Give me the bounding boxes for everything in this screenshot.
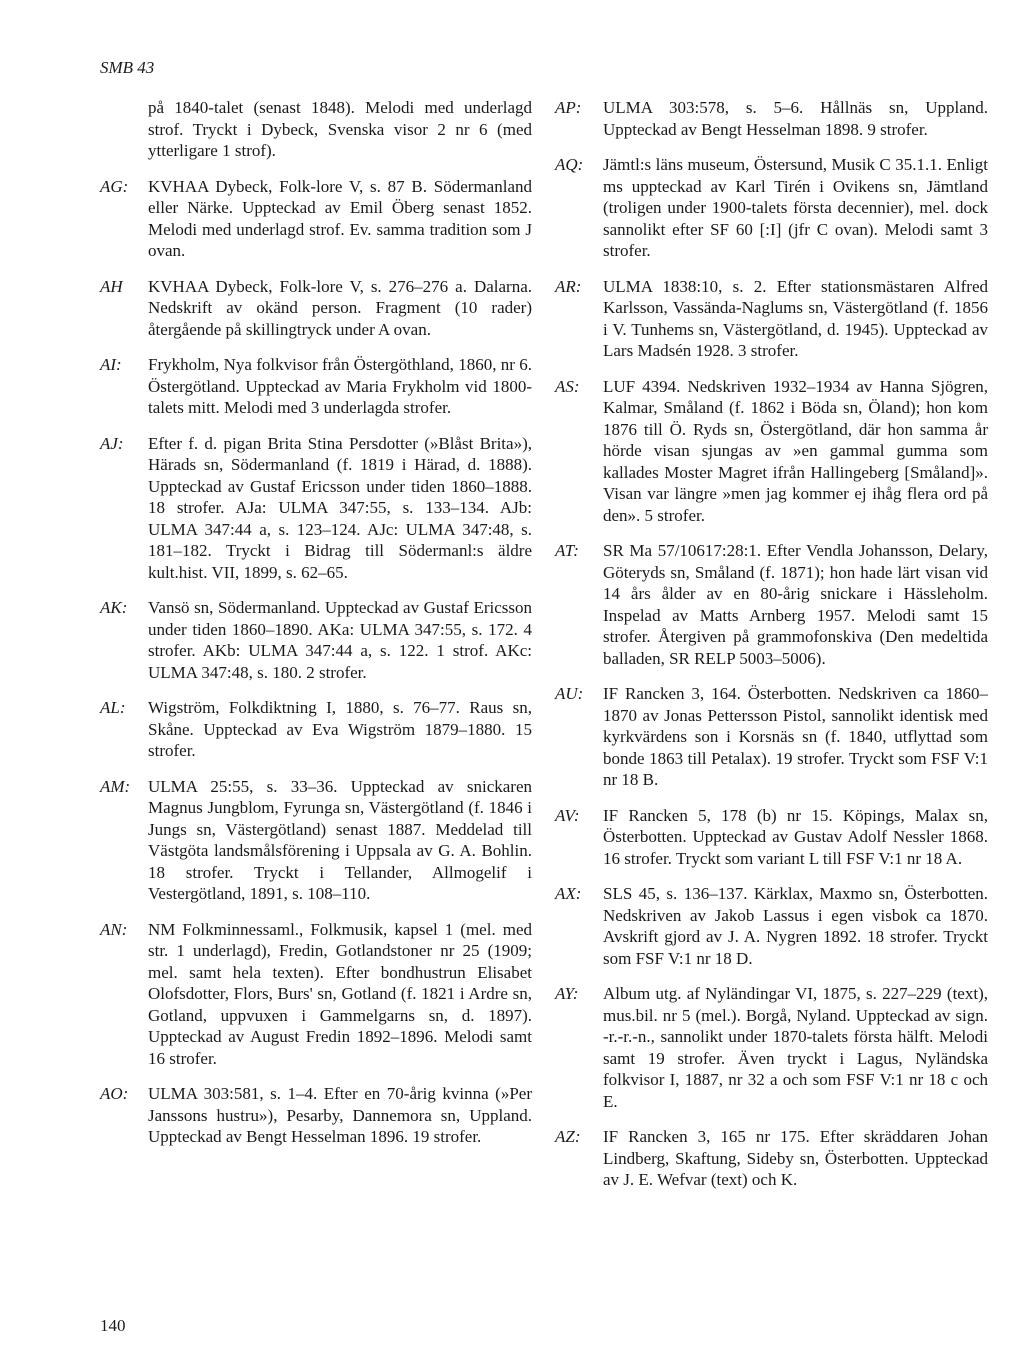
entry-label: AJ:	[100, 433, 124, 453]
entry-label: AX:	[555, 884, 582, 903]
entry-text: SR Ma 57/10617:28:1. Efter Vendla Johansson, Delary, Göteryds sn, Småland (f. 1871); hon hade lärt visan vid 14 års ålder av en 80-årig snickare i Hässleholm. Inspelad av Matts Arnberg 1957. Melodi samt 15 strofer. Återgiven på grammofonskiva (Den medeltida balladen, SR RELP 5003–5006).	[603, 541, 988, 668]
left-column	[100, 97, 532, 1162]
entry-text: Efter f. d. pigan Brita Stina Persdotter (»Blåst Brita»), Härads sn, Södermanland (f. 1819 i Härad, d. 1888). Uppteckad av Gustaf Ericsson under tiden 1860–1888. 18 strofer. AJa: ULMA 347:55, s. 133–134. AJb: ULMA 347:44 a, s. 123–124. AJc: ULMA 347:48, s. 181–182. Tryckt i Bidrag till Södermanl:s äldre kult.hist. VII, 1899, s. 62–65.	[148, 433, 532, 582]
entry-at	[555, 540, 988, 669]
entry-text: ULMA 25:55, s. 33–36. Uppteckad av snickaren Magnus Jungblom, Fyrunga sn, Västergötland (f. 1846 i Jungs sn, Västergötland) senast 1887. Meddelad till Västgöta landsmålsförening i Uppsala av G. A. Bohlin. 18 strofer. Tryckt i Tellander, Allmogelif i Vestergötland, 1891, s. 108–110.	[148, 776, 532, 903]
entry-ay	[555, 983, 988, 1112]
entry-text: IF Rancken 3, 165 nr 175. Efter skräddaren Johan Lindberg, Skaftung, Sideby sn, Österbotten. Uppteckad av J. E. Wefvar (text) och K.	[603, 1127, 988, 1189]
page-number: 140	[100, 1316, 126, 1335]
entry-text: LUF 4394. Nedskriven 1932–1934 av Hanna Sjögren, Kalmar, Småland (f. 1862 i Böda sn, Öland); hon kom 1876 till Ö. Ryds sn, Östergötland, där hon samma år hörde visan sjungas av »en gammal gumma som kallades Moster Magret ifrån Hallingeberg [Småland]». Visan var längre »men jag kommer ej ihåg flera ord på den». 5 strofer.	[603, 376, 988, 525]
entry-label: AL:	[100, 698, 126, 717]
entry-as	[555, 376, 988, 527]
entry-ax	[555, 883, 988, 969]
entry-text: SLS 45, s. 136–137. Kärklax, Maxmo sn, Österbotten. Nedskriven av Jakob Lassus i egen visbok ca 1870. Avskrift gjord av J. A. Nygren 1892. 18 strofer. Tryckt som FSF V:1 nr 18 D.	[603, 884, 988, 968]
entry-ao	[100, 1083, 532, 1148]
entry-text: på 1840-talet (senast 1848). Melodi med underlagd strof. Tryckt i Dybeck, Svenska visor 2 nr 6 (med ytterligare 1 strof).	[148, 98, 532, 160]
right-column	[555, 97, 988, 1205]
entry-label: AH	[100, 276, 123, 296]
entry-text: Jämtl:s läns museum, Östersund, Musik C 35.1.1. Enligt ms uppteckad av Karl Tirén i Ovikens sn, Jämtland (troligen under 1900-talets första decennier), mel. dock sannolikt efter SF 60 [:I] (jfr C ovan). Melodi samt 3 strofer.	[603, 155, 988, 260]
entry-az	[555, 1126, 988, 1191]
entry-av	[555, 805, 988, 870]
entry-label: AG:	[100, 176, 129, 196]
entry-al	[100, 697, 532, 762]
entry-label: AO:	[100, 1084, 129, 1103]
entry-label: AI:	[100, 355, 122, 374]
entry-label: AN:	[100, 919, 128, 939]
entry-ar	[555, 276, 988, 362]
entry-text: Frykholm, Nya folkvisor från Östergöthland, 1860, nr 6. Östergötland. Uppteckad av Maria Frykholm vid 1800-talets mitt. Melodi med 3 underlagda strofer.	[148, 355, 532, 417]
entry-text: ULMA 303:578, s. 5–6. Hållnäs sn, Uppland. Uppteckad av Bengt Hesselman 1898. 9 strofer.	[603, 98, 988, 139]
entry-text: Album utg. af Nyländingar VI, 1875, s. 227–229 (text), mus.bil. nr 5 (mel.). Borgå, Nyland. Uppteckad av sign. -r.-r.-n., sannolikt under 1870-talets första hälft. Melodi samt 19 strofer. Även tryckt i Lagus, Nyländska folkvisor I, 1887, nr 32 a och som FSF V:1 nr 18 c och E.	[603, 984, 988, 1111]
entry-au	[555, 683, 988, 791]
entry-continuation	[100, 97, 532, 162]
entry-text: KVHAA Dybeck, Folk-lore V, s. 87 B. Södermanland eller Närke. Uppteckad av Emil Öberg senast 1852. Melodi med underlagd strof. Ev. samma tradition som J ovan.	[148, 176, 532, 260]
entry-am	[100, 776, 532, 905]
entry-text: IF Rancken 3, 164. Österbotten. Nedskriven ca 1860–1870 av Jonas Pettersson Pistol, sannolikt identisk med kyrkvärdens son i Korsnäs sn (f. 1840, utflyttad som bonde 1863 till Petalax). 19 strofer. Tryckt som FSF V:1 nr 18 B.	[603, 684, 988, 789]
entry-an	[100, 919, 532, 1070]
entry-text: IF Rancken 5, 178 (b) nr 15. Köpings, Malax sn, Österbotten. Uppteckad av Gustav Adolf Nessler 1868. 16 strofer. Tryckt som variant L till FSF V:1 nr 18 A.	[603, 805, 988, 868]
entry-text: Wigström, Folkdiktning I, 1880, s. 76–77. Raus sn, Skåne. Uppteckad av Eva Wigström 1879–1880. 15 strofer.	[148, 698, 532, 760]
entry-ah	[100, 276, 532, 341]
entry-label: AS:	[555, 376, 580, 396]
entry-aq	[555, 154, 988, 262]
entry-label: AZ:	[555, 1127, 581, 1146]
entry-label: AK:	[100, 598, 128, 617]
entry-label: AT:	[555, 541, 579, 560]
entry-ak	[100, 597, 532, 683]
entry-label: AM:	[100, 776, 131, 796]
entry-text: Vansö sn, Södermanland. Uppteckad av Gustaf Ericsson under tiden 1860–1890. AKa: ULMA 347:55, s. 172. 4 strofer. AKb: ULMA 347:44 a, s. 122. 1 strof. AKc: ULMA 347:48, s. 180. 2 strofer.	[148, 598, 532, 682]
entry-label: AV:	[555, 805, 580, 825]
entry-ap	[555, 97, 988, 140]
entry-text: ULMA 1838:10, s. 2. Efter stationsmästaren Alfred Karlsson, Vassända-Naglums sn, Västergötland (f. 1856 i V. Tunhems sn, Västergötland, d. 1945). Uppteckad av Lars Madsén 1928. 3 strofer.	[603, 276, 988, 360]
entry-aj	[100, 433, 532, 584]
entry-text: KVHAA Dybeck, Folk-lore V, s. 276–276 a. Dalarna. Nedskrift av okänd person. Fragment (10 rader) återgående på skillingtryck under A ovan.	[148, 276, 532, 339]
entry-ai	[100, 354, 532, 419]
entry-label: AU:	[555, 684, 584, 703]
entry-label: AR:	[555, 276, 582, 296]
entry-label: AQ:	[555, 155, 584, 174]
entry-label: AY:	[555, 984, 579, 1003]
running-header: SMB 43	[100, 58, 155, 77]
entry-text: ULMA 303:581, s. 1–4. Efter en 70-årig kvinna (»Per Janssons hustru»), Pesarby, Dannemora sn, Uppland. Uppteckad av Bengt Hesselman 1896. 19 strofer.	[148, 1084, 532, 1146]
entry-label: AP:	[555, 98, 582, 117]
entry-ag	[100, 176, 532, 262]
entry-text: NM Folkminnessaml., Folkmusik, kapsel 1 (mel. med str. 1 underlagd), Fredin, Gotlandstoner nr 25 (1909; mel. samt hela texten). Efter bondhustrun Elisabet Olofsdotter, Flors, Burs' sn, Gotland (f. 1821 i Ardre sn, Gotland, uppvuxen i Gammelgarns sn, d. 1897). Uppteckad av August Fredin 1892–1896. Melodi samt 16 strofer.	[148, 919, 532, 1068]
